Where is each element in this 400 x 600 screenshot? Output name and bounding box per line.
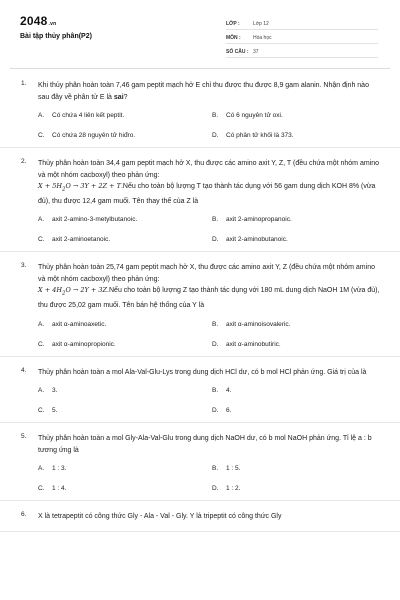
answer-option[interactable] xyxy=(38,485,212,492)
answer-option[interactable] xyxy=(212,132,372,139)
option-letter: D. xyxy=(212,485,219,493)
answer-option[interactable] xyxy=(38,236,212,243)
meta-key: MÔN : xyxy=(226,35,241,41)
option-text: 5. xyxy=(52,407,58,415)
option-text: Có chứa 4 liên kết peptit. xyxy=(52,112,125,119)
question-number: 5. xyxy=(21,433,27,441)
option-text: axit 2-aminobutanoic. xyxy=(226,236,288,244)
option-letter: C. xyxy=(38,407,45,415)
question-text: X là tetrapeptit có công thức Gly - Ala - Val - Gly. Y là tripeptit có công thức Gly xyxy=(38,513,282,521)
question-text: Thủy phân hoàn toàn 25,74 gam peptit mạch hở X, thu được các amino axit Y, Z (đều chứa một nhóm amino và một nhóm cacboxyl) theo phản ứng: $X + 4H_2O \to 2Y$ + 3Z.Nếu cho toàn bộ lượng Z tạo thành tác dụng với 180 mL dung dịch NaOH 1M (vừa đủ), thu được 25,02 gam muối. Tên bán hệ thống của Y là xyxy=(38,264,380,310)
option-letter: D. xyxy=(212,236,219,244)
meta-key: LỚP : xyxy=(226,21,240,27)
option-text: axit α-aminobutiric. xyxy=(226,340,281,348)
option-letter: D. xyxy=(212,132,219,139)
option-letter: B. xyxy=(212,320,219,328)
question-number: 3. xyxy=(21,262,27,270)
answer-options xyxy=(38,387,380,414)
answer-option[interactable] xyxy=(38,321,212,328)
option-text: 1 : 3. xyxy=(52,465,67,473)
option-text: Có 6 nguyên tử oxi. xyxy=(226,112,283,119)
option-text: 3. xyxy=(52,387,58,395)
answer-option[interactable] xyxy=(38,387,212,394)
option-letter: B. xyxy=(212,216,219,224)
answer-options xyxy=(38,216,380,243)
meta-row xyxy=(226,30,378,44)
option-letter: A. xyxy=(38,216,45,224)
page-header xyxy=(0,0,400,70)
question-item xyxy=(0,357,400,424)
option-text: 1 : 5. xyxy=(226,465,241,473)
answer-options xyxy=(38,321,380,348)
answer-options xyxy=(38,112,380,139)
option-letter: D. xyxy=(212,407,219,415)
header-divider xyxy=(10,68,390,69)
option-text: axit 2-aminoetanoic. xyxy=(52,236,111,244)
site-logo[interactable] xyxy=(20,14,56,28)
option-letter: B. xyxy=(212,387,219,395)
meta-row xyxy=(226,44,378,58)
question-item xyxy=(0,148,400,252)
question-number: 4. xyxy=(21,366,27,374)
option-text: 6. xyxy=(226,407,232,415)
answer-option[interactable] xyxy=(212,341,372,348)
question-number: 2. xyxy=(21,158,27,165)
option-letter: B. xyxy=(212,465,219,473)
question-list xyxy=(0,70,400,532)
logo-suffix: .vn xyxy=(48,21,57,27)
option-letter: A. xyxy=(38,387,45,395)
answer-option[interactable] xyxy=(212,216,372,223)
question-item xyxy=(0,252,400,356)
option-letter: C. xyxy=(38,236,45,244)
meta-value: Lớp 12 xyxy=(253,21,269,27)
option-text: 1 : 4. xyxy=(52,485,67,493)
question-text: Thủy phân hoàn toàn 34,4 gam peptit mạch hở X, thu được các amino axit Y, Z, T (đều chứa một nhóm amino và một nhóm cacboxyl) theo phản ứng: $X + 5H_2O \to 3Y + 2Z$ + T.Nếu cho toàn bộ lượng T tạo thành tác dụng với 56 gam dung dịch KOH 8% (vừa đủ), thu được 12,4 gam muối. Tên thay thế của Z là xyxy=(38,160,380,205)
page-title: Bài tập thủy phân(P2) xyxy=(20,33,92,40)
option-text: axit α-aminoisovaleric. xyxy=(226,320,291,328)
question-number: 6. xyxy=(21,511,27,519)
option-text: Có chứa 28 nguyên tử hiđro. xyxy=(52,132,136,139)
answer-option[interactable] xyxy=(212,236,372,243)
option-letter: B. xyxy=(212,112,219,119)
option-text: 1 : 2. xyxy=(226,485,241,493)
question-item xyxy=(0,70,400,148)
meta-value: 37 xyxy=(253,49,259,55)
question-number: 1. xyxy=(21,80,27,87)
question-text: Thủy phân hoàn toàn a mol Ala-Val-Glu-Lys trong dung dịch HCl dư, có b mol HCl phản ứng. Giá trị của là xyxy=(38,368,367,376)
answer-option[interactable] xyxy=(212,112,372,119)
option-letter: A. xyxy=(38,320,45,328)
meta-value: Hóa học xyxy=(253,35,272,41)
answer-options xyxy=(38,465,380,492)
answer-option[interactable] xyxy=(38,216,212,223)
option-text: axit α-aminopropionic. xyxy=(52,340,116,348)
answer-option[interactable] xyxy=(212,485,372,492)
option-text: axit 2-aminopropanoic. xyxy=(226,216,292,224)
answer-option[interactable] xyxy=(38,407,212,414)
option-text: Có phân tử khối là 373. xyxy=(226,132,294,139)
answer-option[interactable] xyxy=(212,387,372,394)
answer-option[interactable] xyxy=(212,407,372,414)
answer-option[interactable] xyxy=(38,112,212,119)
meta-key: SỐ CÂU : xyxy=(226,49,249,55)
answer-option[interactable] xyxy=(38,465,212,472)
answer-option[interactable] xyxy=(38,132,212,139)
option-letter: A. xyxy=(38,112,45,119)
option-text: 4. xyxy=(226,387,232,395)
logo-text: 2048 xyxy=(20,14,48,28)
option-letter: C. xyxy=(38,485,45,493)
question-text: Thủy phân hoàn toàn a mol Gly-Ala-Val-Glu trong dung dịch NaOH dư, có b mol NaOH phản ứng. Tỉ lệ a : b tương ứng là xyxy=(38,435,372,454)
option-letter: C. xyxy=(38,132,45,139)
option-letter: C. xyxy=(38,340,45,348)
question-item xyxy=(0,501,400,532)
option-text: axit α-aminoaxetic. xyxy=(52,320,107,328)
option-letter: A. xyxy=(38,465,45,473)
answer-option[interactable] xyxy=(212,321,372,328)
document-meta xyxy=(226,16,378,58)
answer-option[interactable] xyxy=(38,341,212,348)
option-text: axit 2-amino-3-metylbutanoic. xyxy=(52,216,138,224)
answer-option[interactable] xyxy=(212,465,372,472)
meta-row xyxy=(226,16,378,30)
option-letter: D. xyxy=(212,340,219,348)
question-item xyxy=(0,423,400,501)
question-text: Khi thủy phân hoàn toàn 7,46 gam peptit mạch hở E chỉ thu được thu được 8,9 gam alanin. Nhận định nào sau đây về phân tử E là sai? xyxy=(38,82,369,101)
